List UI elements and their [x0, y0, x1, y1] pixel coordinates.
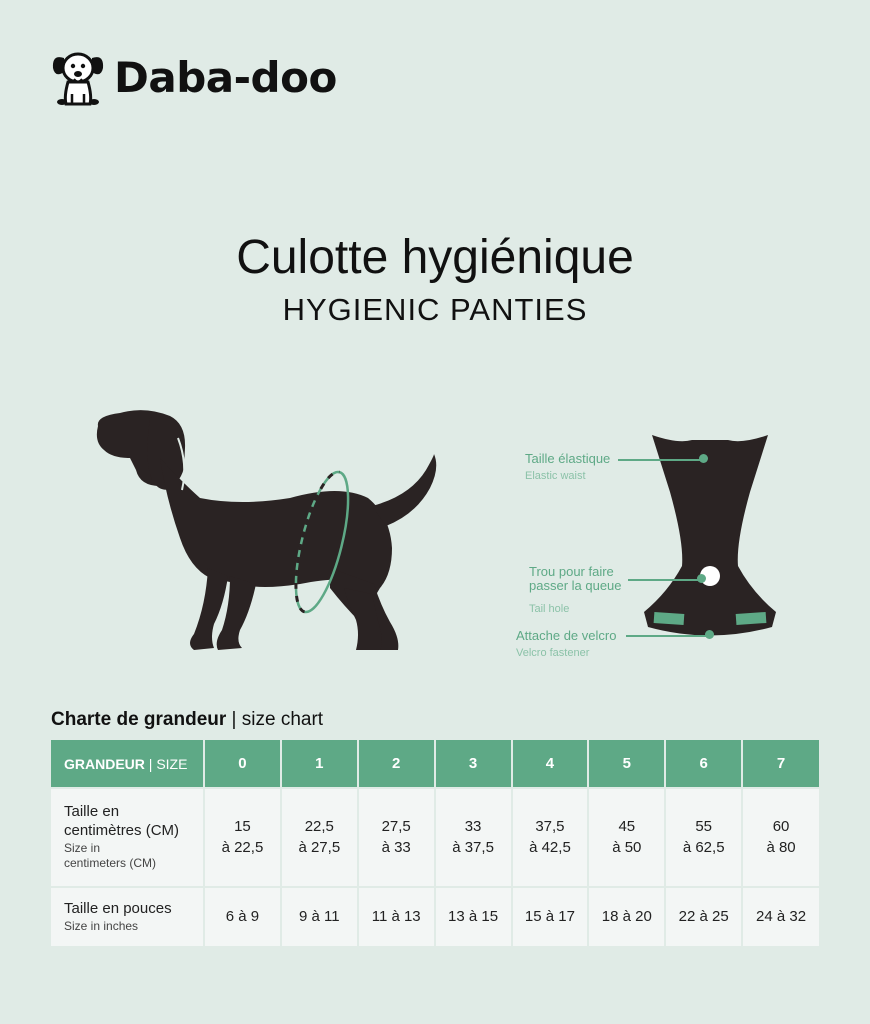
cell-cm-6	[665, 788, 742, 887]
callout-tail-hole-fr-2: passer la queue	[529, 578, 622, 594]
size-chart-title	[51, 709, 323, 731]
cell-cm-4-from: 37,5	[535, 818, 565, 836]
header-size-1: 1	[281, 740, 358, 788]
cell-in-2: 11 à 13	[358, 887, 435, 946]
cell-cm-1-to: à 27,5	[298, 838, 341, 856]
cell-cm-5	[588, 788, 665, 887]
size-chart-title-fr: Charte de grandeur	[51, 709, 227, 730]
cell-cm-2-to: à 33	[381, 838, 411, 856]
cell-in-3: 13 à 15	[435, 887, 512, 946]
cell-cm-5-to: à 50	[612, 838, 642, 856]
cell-cm-5-from: 45	[618, 818, 636, 836]
cell-cm-3	[435, 788, 512, 887]
callout-line-velcro	[626, 635, 708, 637]
table-row-cm	[51, 788, 819, 887]
cell-in-4: 15 à 17	[512, 887, 589, 946]
row-label-cm-fr-2: centimètres (CM)	[64, 821, 180, 839]
size-chart-title-en: | size chart	[226, 709, 324, 730]
dog-silhouette-illustration	[90, 398, 450, 660]
cell-in-5: 18 à 20	[588, 887, 665, 946]
callout-velcro-en: Velcro fastener	[516, 647, 590, 660]
header-size-4: 4	[512, 740, 589, 788]
cell-cm-0-to: à 22,5	[221, 838, 264, 856]
size-chart-table	[51, 740, 819, 946]
callout-elastic-waist-fr: Taille élastique	[525, 451, 611, 466]
cell-in-0: 6 à 9	[204, 887, 281, 946]
callout-dot-velcro	[705, 630, 714, 639]
page-subtitle: HYGIENIC PANTIES	[282, 292, 588, 327]
callout-elastic-waist-en: Elastic waist	[525, 470, 586, 483]
cell-cm-1	[281, 788, 358, 887]
cell-in-7: 24 à 32	[742, 887, 819, 946]
header-size-0: 0	[204, 740, 281, 788]
cell-cm-0	[204, 788, 281, 887]
cell-in-1: 9 à 11	[281, 887, 358, 946]
cell-cm-1-from: 22,5	[304, 818, 334, 836]
cell-cm-7-from: 60	[772, 818, 790, 836]
header-size-label-fr: GRANDEUR	[64, 755, 145, 772]
table-row-inches	[51, 887, 819, 946]
size-chart-header-row	[51, 740, 819, 788]
callout-tail-hole	[529, 565, 622, 615]
brand	[50, 48, 337, 106]
callout-line-tail	[628, 579, 698, 581]
header-size-label-sep: |	[144, 755, 157, 772]
cell-cm-0-from: 15	[234, 818, 251, 836]
callout-tail-hole-fr-1: Trou pour faire	[529, 564, 614, 579]
callout-dot-tail	[697, 574, 706, 583]
cell-cm-6-from: 55	[695, 818, 713, 836]
callout-line-waist	[618, 459, 703, 461]
cell-cm-2-from: 27,5	[381, 818, 411, 836]
row-label-cm-en-2: centimeters (CM)	[64, 856, 157, 871]
header-size-6: 6	[665, 740, 742, 788]
row-label-inches-fr: Taille en pouces	[64, 899, 172, 917]
header-size-2: 2	[358, 740, 435, 788]
dog-head-logo-icon	[50, 48, 106, 106]
callout-dot-waist	[699, 454, 708, 463]
row-label-cm-fr-1: Taille en	[64, 803, 120, 821]
row-label-cm-en-1: Size in	[64, 840, 101, 855]
cell-cm-7	[742, 788, 819, 887]
cell-cm-4	[512, 788, 589, 887]
cell-cm-4-to: à 42,5	[529, 838, 571, 856]
header-size-3: 3	[435, 740, 512, 788]
header-size-7: 7	[742, 740, 819, 788]
cell-cm-3-from: 33	[464, 818, 482, 836]
cell-cm-6-to: à 62,5	[682, 838, 725, 856]
row-label-inches-en: Size in inches	[64, 918, 139, 933]
callout-velcro-fr: Attache de velcro	[516, 628, 617, 643]
callout-tail-hole-en: Tail hole	[529, 602, 570, 615]
header-size-label	[51, 740, 204, 788]
callout-elastic-waist	[525, 452, 610, 482]
row-label-cm	[51, 788, 204, 887]
row-label-inches	[51, 887, 204, 946]
hygienic-panty-illustration	[630, 430, 790, 640]
header-size-label-en: SIZE	[156, 755, 188, 772]
cell-in-6: 22 à 25	[665, 887, 742, 946]
header-size-5: 5	[588, 740, 665, 788]
cell-cm-2	[358, 788, 435, 887]
callout-velcro	[516, 629, 616, 659]
brand-name: Daba-doo	[114, 52, 337, 102]
cell-cm-3-to: à 37,5	[452, 838, 494, 856]
page-title: Culotte hygiénique	[236, 231, 634, 284]
cell-cm-7-to: à 80	[766, 838, 796, 856]
